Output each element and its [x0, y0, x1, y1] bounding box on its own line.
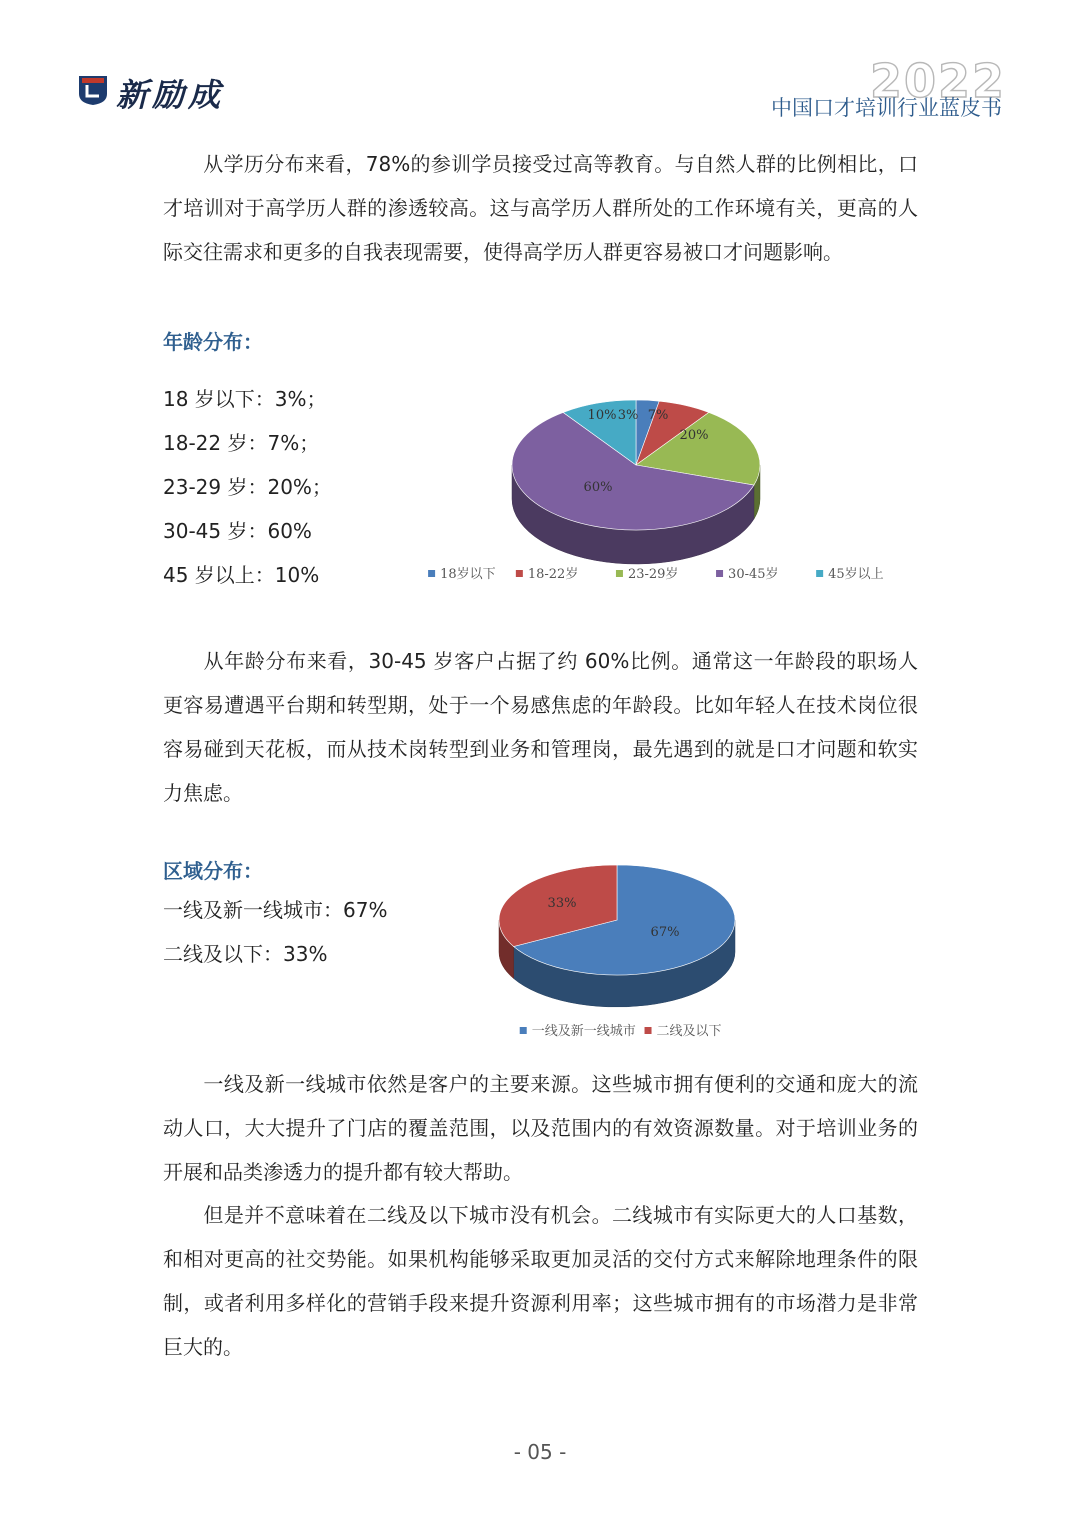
pie-data-label: 20%	[679, 428, 709, 443]
legend-swatch	[645, 1027, 652, 1034]
logo-shield-icon	[78, 74, 108, 106]
region-text-2: 但是并不意味着在二线及以下城市没有机会。二线城市有实际更大的人口基数，和相对更高的社交势能。如果机构能够采取更加灵活的交付方式来解除地理条件的限制，或者利用多样化的营销手段来提升资源利用率；这些城市拥有的市场潜力是非常巨大的。	[163, 1203, 918, 1359]
education-text: 从学历分布来看，78%的参训学员接受过高等教育。与自然人群的比例相比，口才培训对于高学历人群的渗透较高。这与高学历人群所处的工作环境有关，更高的人际交往需求和更多的自我表现需要，使得高学历人群更容易被口才问题影响。	[163, 152, 918, 264]
legend-label: 45岁以上	[828, 567, 884, 582]
age-stat-item: 30-45 岁：60%	[163, 519, 312, 543]
pie-data-label: 67%	[650, 925, 680, 940]
legend-swatch	[428, 570, 435, 577]
legend-swatch	[816, 570, 823, 577]
legend-swatch	[516, 570, 523, 577]
age-stat-list	[163, 377, 332, 597]
region-stat-item: 一线及新一线城市：67%	[163, 898, 388, 922]
page-number: - 05 -	[513, 1440, 567, 1464]
region-stat-item: 二线及以下：33%	[163, 942, 328, 966]
age-pie-svg	[420, 385, 900, 595]
legend-label: 二线及以下	[656, 1024, 722, 1039]
logo-text: 新励成	[116, 76, 225, 114]
age-stat-item: 18-22 岁：7%；	[163, 431, 320, 455]
legend-label: 18岁以下	[440, 567, 496, 582]
legend-label: 23-29岁	[627, 567, 679, 582]
legend-swatch	[520, 1027, 527, 1034]
report-title: 中国口才培训行业蓝皮书	[771, 96, 1002, 120]
region-stat-list	[163, 888, 387, 976]
legend-swatch	[616, 570, 623, 577]
region-heading: 区域分布：	[163, 859, 263, 883]
age-text: 从年龄分布来看，30-45 岁客户占据了约 60%比例。通常这一年龄段的职场人更容易遭遇平台期和转型期，处于一个易感焦虑的年龄段。比如年轻人在技术岗位很容易碰到天花板，而从技术岗转型到业务和管理岗，最先遇到的就是口才问题和软实力焦虑。	[163, 649, 918, 805]
age-heading: 年龄分布：	[163, 330, 263, 354]
region-text-1: 一线及新一线城市依然是客户的主要来源。这些城市拥有便利的交通和庞大的流动人口，大大提升了门店的覆盖范围，以及范围内的有效资源数量。对于培训业务的开展和品类渗透力的提升都有较大帮助。	[163, 1072, 918, 1184]
region-paragraph-2	[163, 1193, 918, 1369]
legend-label: 一线及新一线城市	[531, 1024, 636, 1039]
pie-data-label: 33%	[547, 896, 577, 911]
region-pie-svg	[440, 855, 800, 1045]
pie-data-label: 3%	[617, 408, 639, 423]
pie-data-label: 10%	[587, 408, 617, 423]
region-paragraph-1	[163, 1062, 918, 1194]
report-year: 2022	[869, 54, 1006, 108]
age-stat-item: 18 岁以下：3%；	[163, 387, 327, 411]
region-pie-chart	[440, 855, 800, 1045]
education-paragraph	[163, 142, 918, 274]
age-stat-item: 45 岁以上：10%	[163, 563, 320, 587]
age-pie-chart	[420, 385, 900, 595]
pie-data-label: 60%	[583, 480, 613, 495]
legend-label: 18-22岁	[527, 567, 579, 582]
legend-swatch	[716, 570, 723, 577]
age-paragraph	[163, 639, 918, 815]
legend-label: 30-45岁	[728, 567, 779, 582]
age-stat-item: 23-29 岁：20%；	[163, 475, 332, 499]
pie-data-label: 7%	[647, 408, 669, 423]
